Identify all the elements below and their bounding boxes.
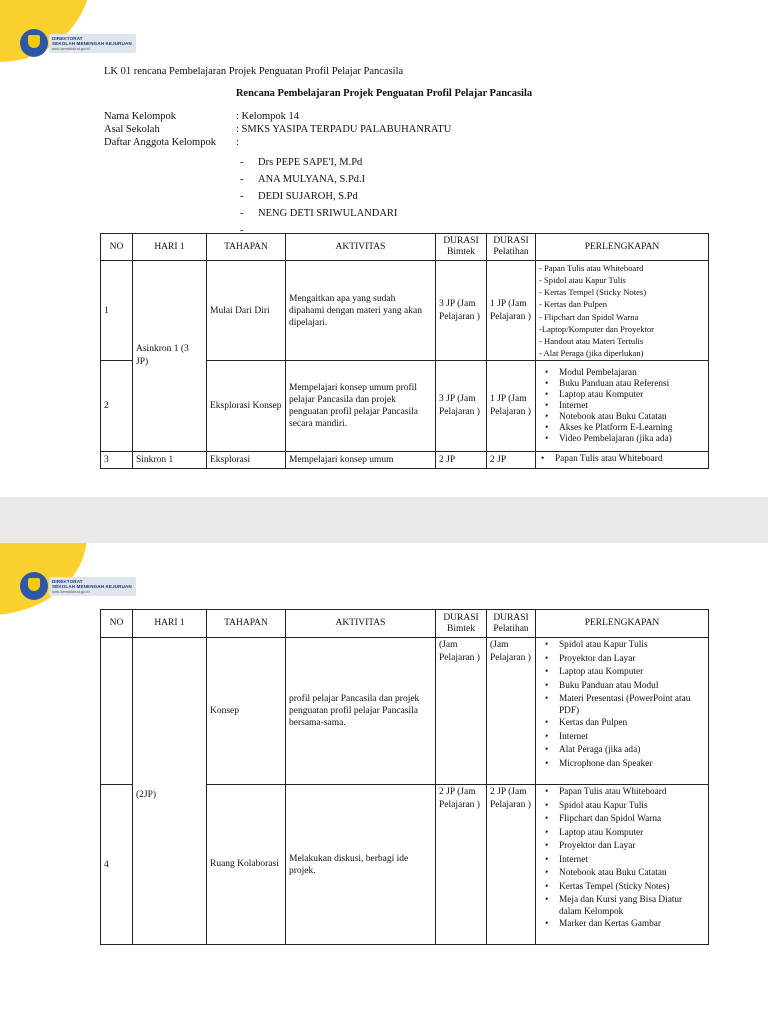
header-no: NO (101, 610, 133, 638)
cell-perlengkapan (536, 261, 709, 361)
cell-durasi-pelatihan: 1 JP (Jam Pelajaran ) (487, 261, 536, 361)
member-list (240, 154, 397, 239)
document-title: Rencana Pembelajaran Projek Penguatan Profil Pelajar Pancasila (235, 88, 533, 99)
equipment-item: • Notebook atau Buku Catatan (539, 867, 705, 881)
logo-line-2: SEKOLAH MENENGAH KEJURUAN (52, 40, 132, 46)
header-durasi-pelatihan (487, 234, 536, 261)
asal-sekolah-label: Asal Sekolah (104, 124, 160, 135)
equipment-item: • Buku Panduan atau Modul (539, 680, 705, 694)
cell-hari: (2JP) (133, 638, 207, 945)
member-item: - (240, 225, 244, 236)
cell-perlengkapan (536, 785, 709, 945)
header-bimtek-label: Bimtek (447, 623, 475, 634)
header-durasi-bimtek (436, 610, 487, 638)
equipment-item: • Laptop atau Komputer (539, 827, 705, 841)
info-row-daftar-anggota (104, 136, 451, 149)
table-header-row (101, 610, 709, 638)
header-durasi-bimtek (436, 234, 487, 261)
lk-title: LK 01 rencana Pembelajaran Projek Penguatan Profil Pelajar Pancasila (104, 66, 404, 77)
equipment-list (539, 639, 705, 771)
equipment-item: • Notebook atau Buku Catatan (539, 412, 705, 423)
daftar-anggota-label: Daftar Anggota Kelompok (104, 137, 216, 148)
header-perlengkapan: PERLENGKAPAN (536, 610, 709, 638)
equipment-item: - Handout atau Materi Tertulis (539, 335, 644, 346)
cell-durasi-pelatihan: 2 JP (487, 452, 536, 469)
cell-tahapan: Mulai Dari Diri (207, 261, 286, 361)
member-item: - NENG DETI SRIWULANDARI (240, 205, 397, 222)
header-aktivitas: AKTIVITAS (286, 234, 436, 261)
header-perlengkapan: PERLENGKAPAN (536, 234, 709, 261)
cell-no: 4 (101, 785, 133, 945)
equipment-item: • Flipchart dan Spidol Warna (539, 813, 705, 827)
document-page-2 (0, 543, 768, 1024)
tut-wuri-emblem-icon (20, 29, 48, 57)
nama-kelompok-value: : Kelompok 14 (236, 111, 299, 122)
cell-no: 2 (101, 361, 133, 452)
member-name: DEDI SUJAROH, S.Pd (258, 191, 358, 202)
header-hari: HARI 1 (133, 234, 207, 261)
directorate-logo (20, 572, 136, 600)
header-durasi-label: DURASI (443, 612, 479, 623)
equipment-item: - Spidol atau Kapur Tulis (539, 275, 626, 286)
equipment-item: • Marker dan Kertas Gambar (539, 918, 705, 932)
cell-durasi-bimtek: 2 JP (Jam Pelajaran ) (436, 785, 487, 945)
equipment-item: • Papan Tulis atau Whiteboard (539, 786, 705, 800)
cell-tahapan: Eksplorasi (207, 452, 286, 469)
logo-url: smk.kemdikbud.go.id (52, 588, 90, 594)
equipment-item: • Laptop atau Komputer (539, 390, 705, 401)
logo-url: smk.kemdikbud.go.id (52, 45, 90, 51)
equipment-list (539, 786, 705, 932)
asal-sekolah-value: : SMKS YASIPA TERPADU PALABUHANRATU (236, 124, 452, 135)
equipment-item: • Papan Tulis atau Whiteboard (539, 454, 705, 466)
cell-perlengkapan (536, 361, 709, 452)
cell-aktivitas: Mengaitkan apa yang sudah dipahami dengan materi yang akan dipelajari. (286, 261, 436, 361)
equipment-item: • Buku Panduan atau Referensi (539, 379, 705, 390)
equipment-item: - Flipchart dan Spidol Warna (539, 311, 639, 322)
member-item: - Drs PEPE SAPE'I, M.Pd (240, 154, 397, 171)
logo-line-2: SEKOLAH MENENGAH KEJURUAN (52, 583, 132, 589)
cell-durasi-bimtek: 3 JP (Jam Pelajaran ) (436, 261, 487, 361)
header-hari: HARI 1 (133, 610, 207, 638)
logo-line-1: DIREKTORAT (52, 35, 83, 41)
equipment-item: • Alat Peraga (jika ada) (539, 744, 705, 758)
equipment-item: • Proyektor dan Layar (539, 840, 705, 854)
cell-hari: Asinkron 1 (3 JP) (133, 261, 207, 452)
header-aktivitas: AKTIVITAS (286, 610, 436, 638)
directorate-logo (20, 29, 136, 57)
equipment-item: • Internet (539, 731, 705, 745)
header-bimtek-label: Bimtek (447, 247, 475, 257)
cell-aktivitas: Mempelajari konsep umum (286, 452, 436, 469)
table-row (101, 452, 709, 469)
equipment-item: - Papan Tulis atau Whiteboard (539, 263, 644, 274)
header-durasi-label: DURASI (493, 236, 529, 246)
logo-text-box (49, 577, 136, 596)
info-row-asal-sekolah (104, 123, 451, 136)
table-row (101, 638, 709, 785)
member-name: NENG DETI SRIWULANDARI (258, 208, 398, 219)
equipment-item: • Internet (539, 854, 705, 868)
equipment-item: -Laptop/Komputer dan Proyektor (539, 323, 655, 334)
header-durasi-label: DURASI (443, 236, 479, 246)
cell-perlengkapan (536, 638, 709, 785)
cell-tahapan: Ruang Kolaborasi (207, 785, 286, 945)
header-durasi-label: DURASI (493, 612, 529, 623)
header-pelatihan-label: Pelatihan (493, 247, 529, 257)
equipment-item: • Meja dan Kursi yang Bisa Diatur dalam Kelompok (539, 894, 705, 918)
cell-tahapan: Eksplorasi Konsep (207, 361, 286, 452)
cell-durasi-bimtek: 3 JP (Jam Pelajaran ) (436, 361, 487, 452)
cell-tahapan: Konsep (207, 638, 286, 785)
equipment-list (539, 262, 705, 359)
member-name: ANA MULYANA, S.Pd.I (258, 174, 366, 185)
cell-hari: Sinkron 1 (133, 452, 207, 469)
nama-kelompok-label: Nama Kelompok (104, 111, 177, 122)
logo-text-box (49, 34, 136, 53)
cell-aktivitas: Mempelajari konsep umum profil pelajar Pancasila dan projek penguatan profil pelajar Pancasila secara mandiri. (286, 361, 436, 452)
equipment-item: • Spidol atau Kapur Tulis (539, 639, 705, 653)
equipment-item: - Kertas Tempel (Sticky Notes) (539, 287, 647, 298)
header-tahapan: TAHAPAN (207, 610, 286, 638)
equipment-item: • Akses ke Platform E-Learning (539, 423, 705, 434)
equipment-item: • Video Pembelajaran (jika ada) (539, 434, 705, 445)
info-row-nama-kelompok (104, 110, 451, 123)
cell-perlengkapan (536, 452, 709, 469)
equipment-item: - Alat Peraga (jika diperlukan) (539, 347, 644, 358)
group-info (104, 110, 451, 149)
equipment-item: - Kertas dan Pulpen (539, 299, 608, 310)
cell-no: 3 (101, 452, 133, 469)
header-pelatihan-label: Pelatihan (493, 623, 529, 634)
daftar-anggota-value: : (236, 137, 239, 148)
cell-no (101, 638, 133, 785)
equipment-item: • Materi Presentasi (PowerPoint atau PDF) (539, 693, 705, 717)
member-item: - DEDI SUJAROH, S.Pd (240, 188, 397, 205)
equipment-item: • Kertas Tempel (Sticky Notes) (539, 881, 705, 895)
header-durasi-pelatihan (487, 610, 536, 638)
header-no: NO (101, 234, 133, 261)
tut-wuri-emblem-icon (20, 572, 48, 600)
cell-durasi-bimtek: 2 JP (436, 452, 487, 469)
equipment-item: • Kertas dan Pulpen (539, 717, 705, 731)
plan-table-page-1 (100, 233, 709, 469)
plan-table-page-2 (100, 609, 709, 945)
cell-aktivitas: profil pelajar Pancasila dan projek penguatan profil pelajar Pancasila bersama-sama. (286, 638, 436, 785)
cell-no: 1 (101, 261, 133, 361)
cell-durasi-pelatihan: 1 JP (Jam Pelajaran ) (487, 361, 536, 452)
cell-aktivitas: Melakukan diskusi, berbagi ide projek. (286, 785, 436, 945)
member-name: Drs PEPE SAPE'I, M.Pd (258, 157, 363, 168)
document-page-1 (0, 0, 768, 497)
cell-durasi-bimtek: (Jam Pelajaran ) (436, 638, 487, 785)
table-row (101, 261, 709, 361)
member-item: - ANA MULYANA, S.Pd.I (240, 171, 397, 188)
equipment-list (539, 454, 705, 466)
equipment-item: • Internet (539, 401, 705, 412)
logo-line-1: DIREKTORAT (52, 578, 83, 584)
equipment-item: • Microphone dan Speaker (539, 758, 705, 772)
equipment-item: • Modul Pembelajaran (539, 368, 705, 379)
equipment-item: • Laptop atau Komputer (539, 666, 705, 680)
equipment-list (539, 368, 705, 445)
header-tahapan: TAHAPAN (207, 234, 286, 261)
equipment-item: • Proyektor dan Layar (539, 653, 705, 667)
table-header-row (101, 234, 709, 261)
cell-durasi-pelatihan: 2 JP (Jam Pelajaran ) (487, 785, 536, 945)
equipment-item: • Spidol atau Kapur Tulis (539, 800, 705, 814)
cell-durasi-pelatihan: (Jam Pelajaran ) (487, 638, 536, 785)
